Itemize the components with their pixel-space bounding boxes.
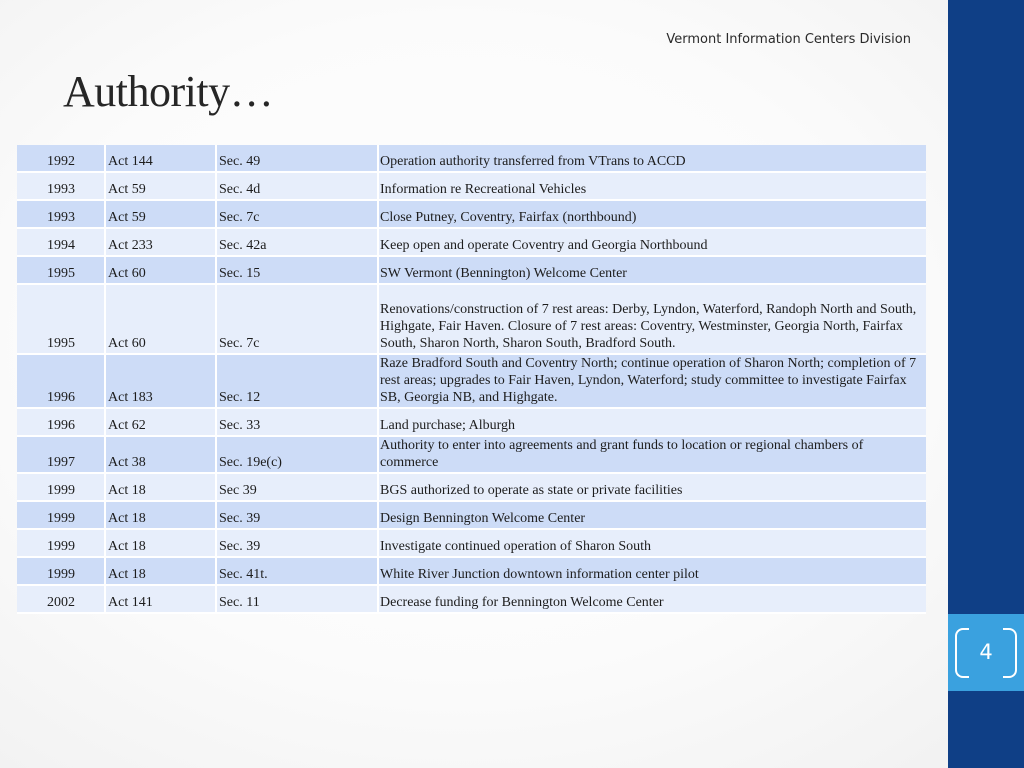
act-cell: Act 60 <box>106 285 217 355</box>
table-row <box>17 474 926 502</box>
division-header: Vermont Information Centers Division <box>666 32 911 47</box>
description-cell: Operation authority transferred from VTrans to ACCD <box>379 145 926 173</box>
act-cell: Act 141 <box>106 586 217 614</box>
act-cell: Act 144 <box>106 145 217 173</box>
year-cell: 1999 <box>17 502 106 530</box>
act-cell: Act 62 <box>106 409 217 437</box>
table-row <box>17 285 926 355</box>
description-cell: Investigate continued operation of Sharon South <box>379 530 926 558</box>
description-cell: Close Putney, Coventry, Fairfax (northbound) <box>379 201 926 229</box>
section-cell: Sec. 49 <box>217 145 379 173</box>
section-cell: Sec. 7c <box>217 285 379 355</box>
section-cell: Sec. 39 <box>217 530 379 558</box>
act-cell: Act 59 <box>106 173 217 201</box>
description-cell: SW Vermont (Bennington) Welcome Center <box>379 257 926 285</box>
year-cell: 1999 <box>17 474 106 502</box>
year-cell: 1993 <box>17 173 106 201</box>
table-row <box>17 355 926 409</box>
section-cell: Sec. 41t. <box>217 558 379 586</box>
year-cell: 1995 <box>17 285 106 355</box>
section-cell: Sec. 42a <box>217 229 379 257</box>
description-cell: Land purchase; Alburgh <box>379 409 926 437</box>
section-cell: Sec. 15 <box>217 257 379 285</box>
table-row <box>17 145 926 173</box>
table-row <box>17 502 926 530</box>
section-cell: Sec. 7c <box>217 201 379 229</box>
section-cell: Sec. 39 <box>217 502 379 530</box>
section-cell: Sec. 11 <box>217 586 379 614</box>
section-cell: Sec 39 <box>217 474 379 502</box>
act-cell: Act 18 <box>106 558 217 586</box>
act-cell: Act 38 <box>106 437 217 474</box>
year-cell: 1999 <box>17 558 106 586</box>
description-cell: Raze Bradford South and Coventry North; continue operation of Sharon North; completion of 7 rest areas; upgrades to Fair Haven, Lyndon, Waterford; study committee to investigate Fairfax SB, Georgia NB, and Highgate. <box>379 355 926 409</box>
year-cell: 1992 <box>17 145 106 173</box>
act-cell: Act 18 <box>106 530 217 558</box>
page-number-frame <box>955 628 1017 678</box>
section-cell: Sec. 4d <box>217 173 379 201</box>
table-row <box>17 409 926 437</box>
year-cell: 2002 <box>17 586 106 614</box>
act-cell: Act 59 <box>106 201 217 229</box>
description-cell: Design Bennington Welcome Center <box>379 502 926 530</box>
description-cell: Keep open and operate Coventry and Georgia Northbound <box>379 229 926 257</box>
year-cell: 1995 <box>17 257 106 285</box>
section-cell: Sec. 12 <box>217 355 379 409</box>
year-cell: 1996 <box>17 355 106 409</box>
table-row <box>17 257 926 285</box>
act-cell: Act 183 <box>106 355 217 409</box>
table-row <box>17 586 926 614</box>
description-cell: Renovations/construction of 7 rest areas: Derby, Lyndon, Waterford, Randoph North and South, Highgate, Fair Haven. Closure of 7 rest areas: Coventry, Westminster, Georgia North, Fairfax South, Sharon North, Sharon South, Bradford South. <box>379 285 926 355</box>
act-cell: Act 60 <box>106 257 217 285</box>
description-cell: Information re Recreational Vehicles <box>379 173 926 201</box>
table-row <box>17 530 926 558</box>
year-cell: 1994 <box>17 229 106 257</box>
table-row <box>17 229 926 257</box>
act-cell: Act 18 <box>106 502 217 530</box>
description-cell: Decrease funding for Bennington Welcome Center <box>379 586 926 614</box>
page-number: 4 <box>979 640 993 664</box>
year-cell: 1997 <box>17 437 106 474</box>
act-cell: Act 233 <box>106 229 217 257</box>
act-cell: Act 18 <box>106 474 217 502</box>
section-cell: Sec. 33 <box>217 409 379 437</box>
table-row <box>17 558 926 586</box>
section-cell: Sec. 19e(c) <box>217 437 379 474</box>
description-cell: Authority to enter into agreements and grant funds to location or regional chambers of commerce <box>379 437 926 474</box>
table-row <box>17 437 926 474</box>
year-cell: 1999 <box>17 530 106 558</box>
authority-table <box>17 145 926 614</box>
slide-title: Authority… <box>63 67 274 116</box>
description-cell: White River Junction downtown information center pilot <box>379 558 926 586</box>
year-cell: 1993 <box>17 201 106 229</box>
table-row <box>17 173 926 201</box>
table-row <box>17 201 926 229</box>
description-cell: BGS authorized to operate as state or private facilities <box>379 474 926 502</box>
year-cell: 1996 <box>17 409 106 437</box>
